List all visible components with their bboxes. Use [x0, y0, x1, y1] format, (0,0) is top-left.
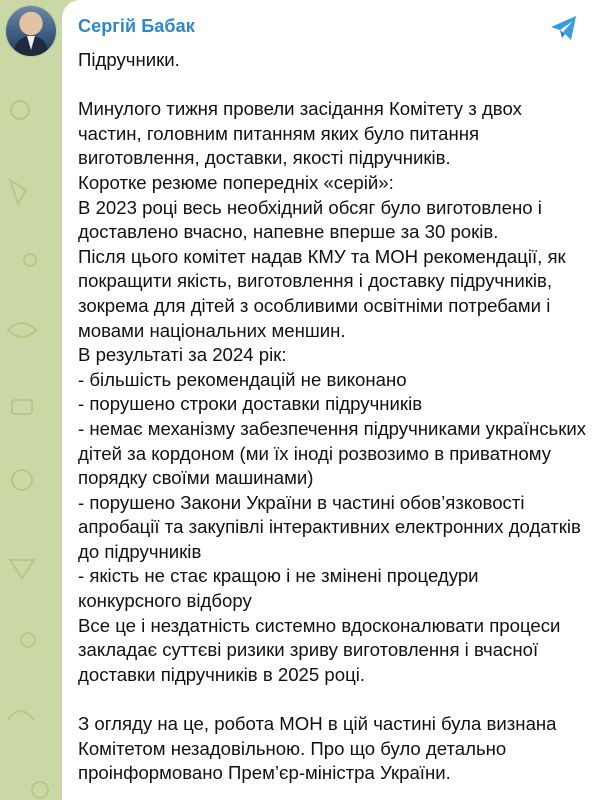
post-title: Підручники.	[78, 49, 180, 70]
list-item: - порушено Закони України в частині обов’язковості апробації та закупівлі інтерактивних електронних додатків до підручників	[78, 491, 581, 562]
paragraph-gap	[78, 687, 587, 712]
message-line: Після цього комітет надав КМУ та МОН рекомендації, як покращити якість, виготовлення і доставку підручників, зокрема для дітей з особливими освітніми потребами і мовами національних меншин.	[78, 245, 566, 341]
list-item: - більшість рекомендацій не виконано	[78, 368, 407, 390]
message-text	[78, 48, 587, 786]
message-line: В 2023 році весь необхідний обсяг було виготовлено і доставлено вчасно, напевне вперше за 30 років.	[78, 196, 542, 243]
message-line: В результаті за 2024 рік:	[78, 344, 287, 366]
message-bubble	[62, 0, 615, 800]
message-line: Минулого тижня провели засідання Комітету з двох частин, головним питанням яких було питання виготовлення, доставки, якості підручників.	[78, 98, 522, 169]
message-line: Все це і нездатність системно вдосконалювати процеси закладає суттєві ризики зриву виготовлення і вчасної доставки підручників в 2025 році.	[78, 614, 561, 685]
telegram-share-icon[interactable]	[549, 13, 579, 43]
list-item: - немає механізму забезпечення підручниками українських дітей за кордоном (ми їх іноді розвозимо в приватному порядку своїми машинами)	[78, 417, 587, 489]
author-name[interactable]: Сергій Бабак	[78, 16, 195, 36]
list-item: - якість не стає кращою і не змінені процедури конкурсного відбору	[78, 565, 479, 612]
paragraph-gap	[78, 73, 587, 98]
message-line: Коротке резюме попередніх «серій»:	[78, 171, 394, 193]
author-avatar[interactable]	[6, 6, 56, 56]
message-line: З огляду на це, робота МОН в цій частині була визнана Комітетом незадовільною. Про що було детально проінформовано Прем’єр-міністра України.	[78, 713, 557, 784]
list-item: - порушено строки доставки підручників	[78, 393, 423, 415]
